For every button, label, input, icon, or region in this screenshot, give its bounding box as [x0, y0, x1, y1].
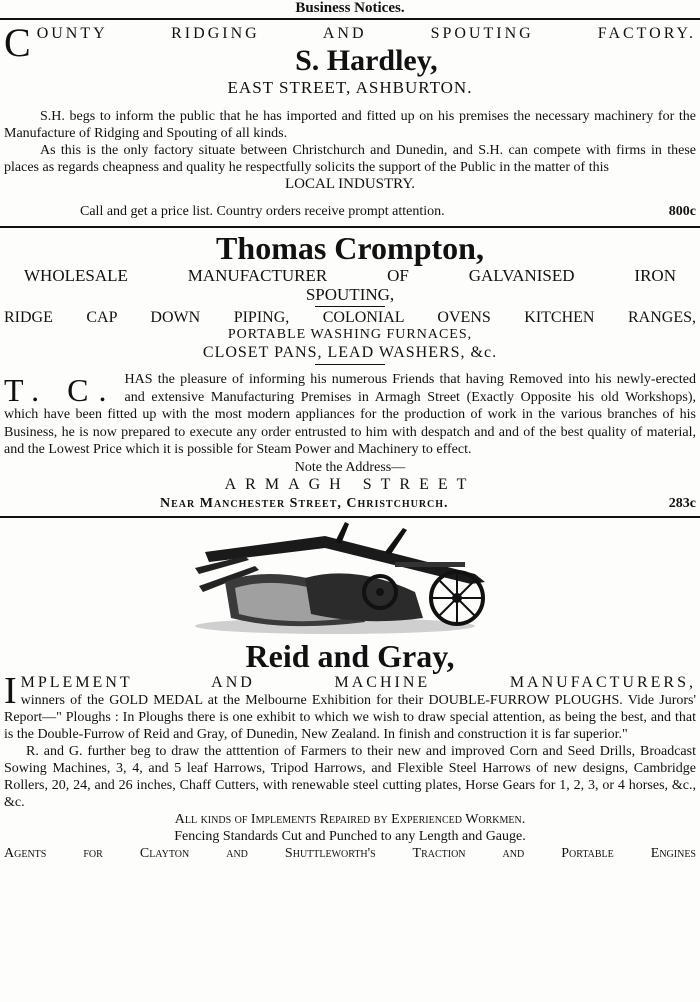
crompton-note: Note the Address— [294, 459, 406, 475]
crompton-paragraph: HAS the pleasure of informing his numerous Friends that having Removed into his newly-erected and extensive Manufacturing Premises in Armagh Street (Exactly Opposite his old Workshops), which have been fitted up with the most modern appliances for the production of work in the various branches of his Business, he is now prepared to execute any order entrusted to him with despatch and and of the best quality of material, and the Lowest Price which it is possible for Steam Power and Machinery to effect. [4, 372, 696, 457]
crompton-line-3: RIDGE CAP DOWN PIPING, COLONIAL OVENS KITCHEN RANGES, [4, 309, 696, 326]
crompton-initials: T. C. [4, 372, 117, 408]
hardley-heading: OUNTY RIDGING AND SPOUTING FACTORY. [36, 25, 696, 42]
hardley-code: 800c [668, 204, 696, 219]
hardley-paragraph-2: As this is the only factory situate between Christchurch and Dunedin, and S.H. can compete with firms in these places as regards cheapness and quality he respectfully solicits the support of the Public in the matter of this [4, 143, 696, 175]
reid-paragraph-2: R. and G. further beg to draw the atttention of Farmers to their new and improved Corn and Seed Drills, Broadcast Sowing Machines, 3, 4, and 5 leaf Harrows, Tripod Harrows, and Flexible Steel Harrows of new designs, Cambridge Rollers, 20, 24, and 26 inches, Chaff Cutters, with renewable steel cutting plates, Horse Gears for 1, 2, 3, or 4 horses, &c., &c. [4, 743, 696, 810]
reid-advertisement [0, 522, 700, 862]
crompton-code: 283c [668, 495, 696, 511]
crompton-name: Thomas Crompton, [216, 230, 484, 266]
reid-heading: MPLEMENT AND MACHINE MANUFACTURERS, [20, 673, 696, 691]
hardley-footer [4, 199, 696, 223]
reid-repaired: All kinds of Implements Repaired by Experienced Workmen. [174, 811, 526, 827]
hardley-name: S. Hardley, [295, 44, 438, 77]
reid-agents: Agents for Clayton and Shuttleworth's Traction and Portable Engines [4, 845, 696, 861]
reid-name: Reid and Gray, [245, 637, 455, 674]
hardley-call-line: Call and get a price list. Country orders receive prompt attention. [80, 204, 445, 219]
crompton-footer [4, 493, 696, 513]
reid-paragraph-1: winners of the GOLD MEDAL at the Melbourne Exhibition for their DOUBLE-FURROW PLOUGHS. Vide Jurors' Report—" Ploughs : In Ploughs there is one exhibit to which we wish to draw special attention, as being the best, and that is the Double-Furrow of Reid and Gray, of Dunedin, New Zealand. In finish and construction it is far superior." [4, 692, 696, 742]
double-furrow-plough-illustration [185, 522, 515, 638]
hardley-address: EAST STREET, ASHBURTON. [227, 78, 473, 97]
reid-fencing: Fencing Standards Cut and Punched to any Length and Gauge. [174, 828, 526, 844]
crompton-line-5: CLOSET PANS, LEAD WASHERS, &c. [202, 344, 498, 361]
crompton-line-4: PORTABLE WASHING FURNACES, [227, 327, 473, 342]
crompton-street: ARMAGH STREET [224, 475, 476, 493]
reid-dropcap: I [4, 673, 17, 712]
hardley-dropcap: C [4, 24, 31, 65]
crompton-advertisement [0, 228, 700, 518]
section-header: Business Notices. [0, 0, 700, 20]
crompton-line-1: WHOLESALE MANUFACTURER OF GALVANISED IRON [24, 266, 676, 285]
crompton-line-2: SPOUTING, [305, 285, 395, 304]
hardley-local-industry: LOCAL INDUSTRY. [284, 176, 415, 192]
hardley-paragraph-1: S.H. begs to inform the public that he has imported and fitted up on his premises the necessary machinery for the Manufacture of Ridging and Spouting of all kinds. [4, 109, 696, 141]
hardley-advertisement [0, 20, 700, 228]
crompton-near: Near Manchester Street, Christchurch. [160, 495, 449, 511]
crompton-rule-1 [315, 306, 385, 307]
crompton-rule-2 [315, 364, 385, 365]
